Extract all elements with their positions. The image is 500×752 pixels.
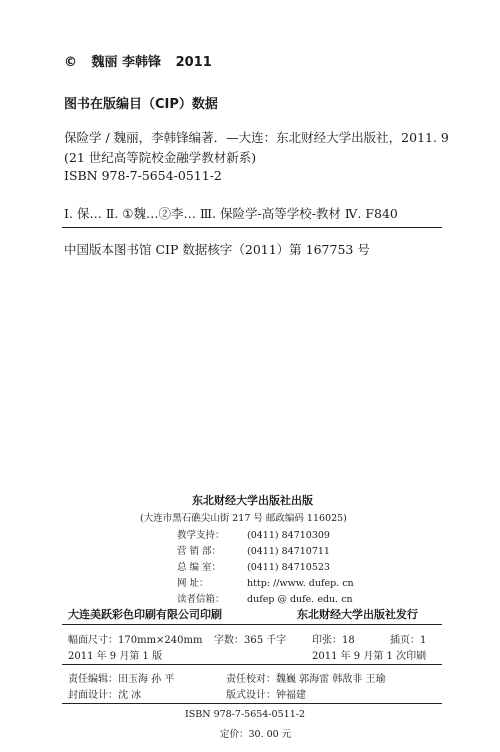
classification-line: Ⅰ. 保… Ⅱ. ①魏…②李… Ⅲ. 保险学-高等学校-教材 Ⅳ. F840	[64, 206, 398, 221]
contact-label: 教学支持：	[177, 530, 225, 541]
divider-middle	[62, 624, 442, 625]
spec-printing: 2011 年 9 月第 1 次印刷	[312, 651, 427, 662]
distributor: 东北财经大学出版社发行	[297, 608, 418, 621]
printer: 大连美跃彩色印刷有限公司印刷	[68, 608, 222, 621]
spec-plates: 插页：1	[390, 635, 427, 646]
cip-title: 图书在版编目（CIP）数据	[64, 97, 218, 112]
contact-teaching	[177, 527, 330, 541]
copyright-symbol: ©	[64, 55, 77, 70]
contact-value: dufep @ dufe. edu. cn	[247, 594, 353, 605]
contact-website	[177, 575, 354, 589]
spec-format: 幅面尺寸：170mm×240mm	[68, 635, 203, 646]
contact-email	[177, 591, 353, 605]
divider-top	[62, 227, 442, 228]
contact-marketing	[177, 543, 330, 557]
contact-label: 读者信箱：	[177, 594, 225, 605]
contact-value: (0411) 84710523	[247, 562, 330, 573]
spec-sheets: 印张：18	[312, 635, 355, 646]
publisher-name: 东北财经大学出版社出版	[192, 494, 313, 507]
price: 定价：30. 00 元	[220, 729, 292, 740]
contact-value: (0411) 84710309	[247, 530, 330, 541]
cip-number: 中国版本图书馆 CIP 数据核字（2011）第 167753 号	[64, 242, 370, 257]
cip-line-title: 保险学 / 魏丽，李韩锋编著．—大连：东北财经大学出版社，2011. 9	[64, 130, 449, 145]
isbn-bottom: ISBN 978-7-5654-0511-2	[185, 709, 305, 720]
copyright-authors: 魏丽 李韩锋	[91, 55, 162, 70]
contact-value: (0411) 84710711	[247, 546, 330, 557]
cip-line-isbn: ISBN 978-7-5654-0511-2	[64, 168, 222, 183]
editor-proofreader: 责任校对：魏巍 郭海雷 韩敌非 王瑜	[226, 674, 386, 685]
editor-responsible: 责任编辑：田玉海 孙 平	[68, 674, 175, 685]
publisher-address: (大连市黑石礁尖山街 217 号 邮政编码 116025)	[140, 513, 347, 524]
editor-layout: 版式设计：钟福建	[226, 690, 306, 701]
contact-value: http: //www. dufep. cn	[247, 578, 354, 589]
divider-bottom	[62, 703, 442, 704]
contact-label: 总 编 室：	[177, 562, 222, 573]
editor-cover: 封面设计：沈 冰	[68, 690, 142, 701]
spec-edition: 2011 年 9 月第 1 版	[68, 651, 163, 662]
divider-lower	[62, 664, 442, 665]
spec-words: 字数：365 千字	[214, 635, 287, 646]
copyright-year: 2011	[175, 55, 212, 70]
cip-line-series: (21 世纪高等院校金融学教材新系)	[64, 150, 257, 165]
copyright-line	[64, 51, 222, 70]
contact-editorial	[177, 559, 330, 573]
contact-label: 网 址：	[177, 578, 209, 589]
contact-label: 营 销 部：	[177, 546, 222, 557]
